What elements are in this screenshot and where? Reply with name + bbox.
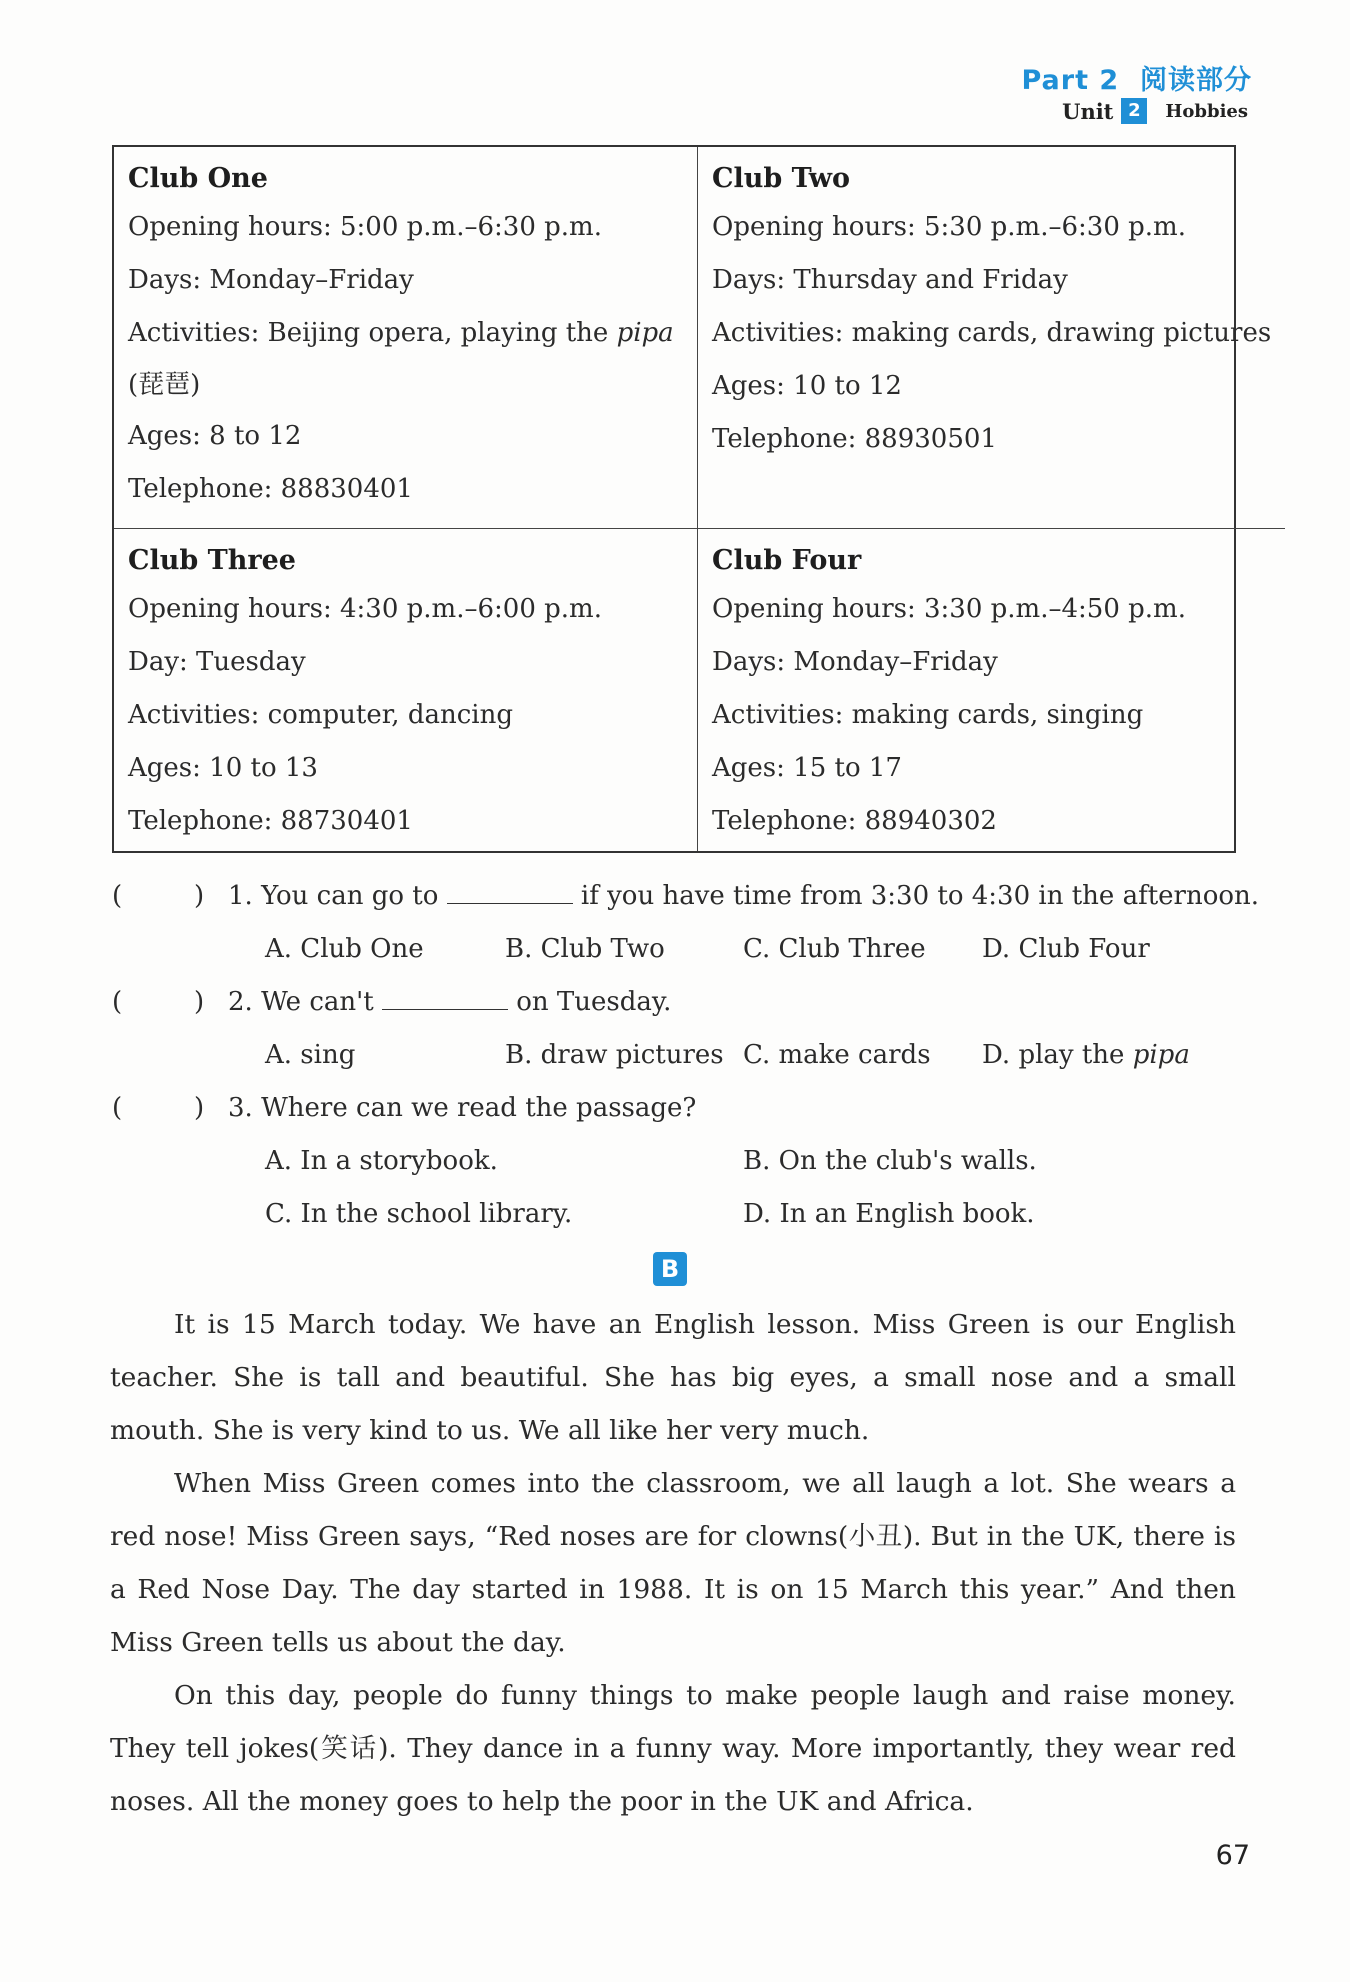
club-ages: Ages: 15 to 17 <box>712 753 902 783</box>
option-c: C. make cards <box>743 1040 931 1070</box>
answer-paren-close: ) <box>194 987 205 1017</box>
club-four-cell <box>698 529 1285 851</box>
answer-blank <box>382 981 508 1010</box>
club-name: Club Three <box>128 545 296 576</box>
option-b: B. Club Two <box>505 934 665 964</box>
club-name: Club One <box>128 163 268 194</box>
question-3-options-row1 <box>112 1135 1236 1188</box>
answer-blank <box>447 875 573 904</box>
passage-paragraph-3: On this day, people do funny things to make people laugh and raise money. They tell jokes(笑话). They dance in a funny way. More importantly, they wear red noses. All the money goes to help the poor in the UK and Africa. <box>110 1680 1236 1817</box>
answer-paren-open: ( <box>112 987 123 1017</box>
question-3-options-row2 <box>112 1188 1236 1241</box>
passage-paragraph-2: When Miss Green comes into the classroom, we all laugh a lot. She wears a red nose! Miss Green says, “Red noses are for clowns(小丑). But in the UK, there is a Red Nose Day. The day started in 1988. It is on 15 March this year.” And then Miss Green tells us about the day. <box>110 1468 1236 1658</box>
club-telephone: Telephone: 88930501 <box>712 424 997 454</box>
club-hours: Opening hours: 4:30 p.m.–6:00 p.m. <box>128 594 602 624</box>
option-a: A. Club One <box>265 934 424 964</box>
header-unit <box>1062 98 1248 124</box>
club-activities: Activities: making cards, drawing pictures <box>712 318 1272 348</box>
answer-paren-open: ( <box>112 1093 123 1123</box>
club-telephone: Telephone: 88730401 <box>128 806 413 836</box>
question-text <box>228 870 1259 923</box>
question-text-pre: 2. We can't <box>228 987 382 1017</box>
reading-passage <box>110 1298 1236 1828</box>
questions-section <box>112 870 1260 1241</box>
club-activities: Activities: computer, dancing <box>128 700 513 730</box>
question-text-pre: 1. You can go to <box>228 881 447 911</box>
option-c: C. Club Three <box>743 934 926 964</box>
option-a: A. sing <box>265 1040 356 1070</box>
unit-topic: Hobbies <box>1165 100 1248 122</box>
answer-paren-open: ( <box>112 881 123 911</box>
question-text <box>228 976 671 1029</box>
clubs-table <box>112 145 1272 853</box>
question-text: 3. Where can we read the passage? <box>228 1093 697 1123</box>
option-d: D. In an English book. <box>743 1199 1035 1229</box>
question-1 <box>112 870 1260 923</box>
club-name: Club Four <box>712 545 862 576</box>
option-d <box>982 1029 1190 1082</box>
activities-text: Activities: Beijing opera, playing the <box>128 318 617 348</box>
option-d: D. Club Four <box>982 934 1150 964</box>
club-days: Day: Tuesday <box>128 647 306 677</box>
club-hours: Opening hours: 5:30 p.m.–6:30 p.m. <box>712 212 1186 242</box>
club-three-cell <box>114 529 698 851</box>
unit-number-badge: 2 <box>1121 98 1147 124</box>
club-days: Days: Monday–Friday <box>128 265 414 295</box>
header-part <box>1021 58 1252 97</box>
club-activities: Activities: making cards, singing <box>712 700 1144 730</box>
option-d-text: D. play the <box>982 1040 1133 1070</box>
option-c: C. In the school library. <box>265 1199 573 1229</box>
club-ages: Ages: 10 to 13 <box>128 753 318 783</box>
page-number: 67 <box>1215 1840 1250 1871</box>
club-activities <box>128 307 683 360</box>
activities-cn-gloss: (琵琶) <box>128 370 201 400</box>
club-telephone: Telephone: 88940302 <box>712 806 997 836</box>
club-days: Days: Monday–Friday <box>712 647 998 677</box>
club-two-cell <box>698 147 1285 529</box>
club-telephone: Telephone: 88830401 <box>128 474 413 504</box>
club-hours: Opening hours: 3:30 p.m.–4:50 p.m. <box>712 594 1186 624</box>
club-name: Club Two <box>712 163 851 194</box>
answer-paren-close: ) <box>194 1093 205 1123</box>
option-a: A. In a storybook. <box>265 1146 498 1176</box>
question-3 <box>112 1082 1236 1135</box>
club-ages: Ages: 10 to 12 <box>712 371 902 401</box>
club-hours: Opening hours: 5:00 p.m.–6:30 p.m. <box>128 212 602 242</box>
passage-paragraph-1: It is 15 March today. We have an English lesson. Miss Green is our English teacher. She is tall and beautiful. She has big eyes, a small nose and a small mouth. She is very kind to us. We all like her very much. <box>110 1309 1236 1446</box>
question-text-post: on Tuesday. <box>508 987 672 1017</box>
club-ages: Ages: 8 to 12 <box>128 421 302 451</box>
question-2 <box>112 976 1236 1029</box>
question-2-options <box>112 1029 1236 1082</box>
activities-italic: pipa <box>616 318 674 348</box>
section-b-badge: B <box>653 1252 687 1286</box>
option-b: B. On the club's walls. <box>743 1146 1037 1176</box>
answer-paren-close: ) <box>194 881 205 911</box>
club-one-cell <box>114 147 698 529</box>
section-title-cn: 阅读部分 <box>1140 65 1252 96</box>
question-1-options <box>112 923 1236 976</box>
unit-label: Unit <box>1062 98 1114 124</box>
option-d-italic: pipa <box>1132 1040 1190 1070</box>
club-days: Days: Thursday and Friday <box>712 265 1068 295</box>
part-label: Part 2 <box>1021 65 1120 96</box>
option-b: B. draw pictures <box>505 1040 724 1070</box>
question-text-post: if you have time from 3:30 to 4:30 in the afternoon. <box>572 881 1260 911</box>
